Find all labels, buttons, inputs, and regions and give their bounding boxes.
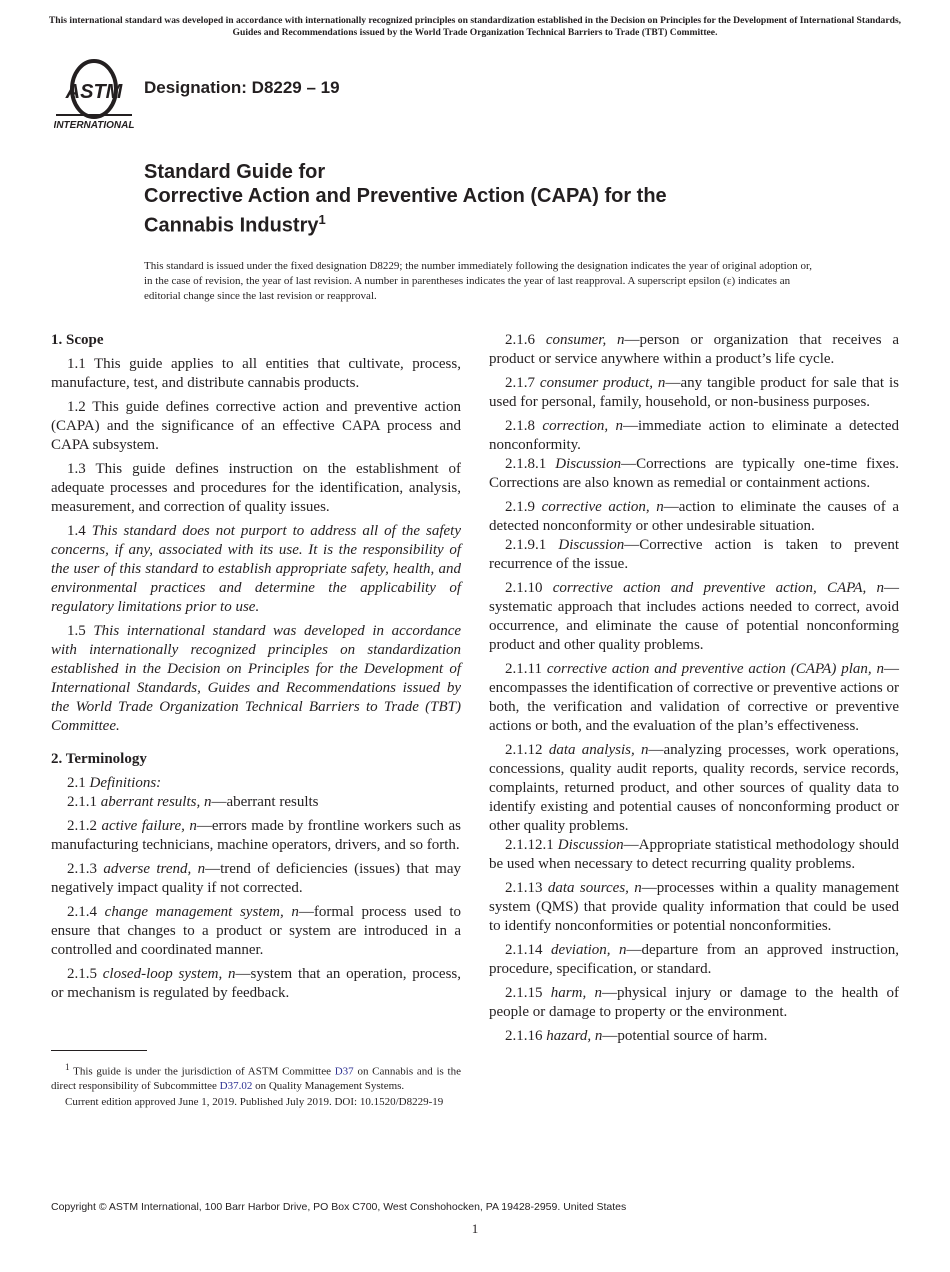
term-2-1-1	[51, 793, 461, 812]
term-name: aberrant results, n	[100, 794, 212, 810]
para-1-5	[51, 622, 461, 736]
term-def: —departure from an approved instruction, procedure, specification, or standard.	[489, 942, 900, 977]
footnote-text: on Cannabis and is the direct responsibility of Subcommittee	[51, 1065, 461, 1093]
footnote-edition: Current edition approved June 1, 2019. Published July 2019. DOI: 10.1520/D8229-19	[65, 1095, 444, 1108]
para-1-4-text: This standard does not purport to address all of the safety concerns, if any, associated with its use. It is the responsibility of the user of this standard to establish appropriate safety, health, and environmental practices and determine the applicability of regulatory limitations prior to use.	[51, 523, 462, 615]
term-2-1-2	[51, 817, 461, 855]
term-num: 2.1.8	[505, 418, 535, 434]
term-2-1-14	[489, 941, 899, 979]
term-def: —action to eliminate the causes of a detected nonconformity or other undesirable situation.	[489, 499, 900, 534]
term-num: 2.1.9.1	[505, 537, 547, 553]
term-2-1-16	[489, 1027, 899, 1046]
para-num: 2.1	[67, 775, 86, 791]
para-1-4	[51, 522, 461, 617]
term-name: correction, n	[542, 418, 623, 434]
term-name: deviation, n	[550, 942, 627, 958]
term-2-1-9-1	[489, 536, 899, 574]
footnote-text: on Quality Management Systems.	[255, 1080, 405, 1093]
title-line-1: Standard Guide for	[144, 161, 326, 183]
left-column	[51, 331, 461, 1008]
page-number: 1	[471, 1221, 479, 1236]
term-name: change management system, n	[104, 904, 299, 920]
header-notice: This international standard was developed in accordance with internationally recognized principles on standardization established in the Decision on Principles for the Development of International Standards, Guides and Recommendations issued by the World Trade Organization Technical Barriers to Trade (TBT) Committee.	[48, 15, 902, 38]
term-2-1-3	[51, 860, 461, 898]
term-num: 2.1.9	[505, 499, 535, 515]
issued-note: This standard is issued under the fixed designation D8229; the number immediately following the designation indicates the year of original adoption or, in the case of revision, the year of last revision. A number in parentheses indicates the year of last reapproval. A superscript epsilon (ε) indicates an editorial change since the last revision or reapproval.	[144, 260, 812, 302]
term-2-1-5	[51, 965, 461, 1003]
term-def: —systematic approach that includes actions needed to correct, avoid occurrence, and eliminate the cause of potential nonconforming product and other quality problems.	[489, 580, 899, 653]
term-name: consumer, n	[545, 332, 625, 348]
term-2-1-6	[489, 331, 899, 369]
term-2-1-8	[489, 417, 899, 455]
footnote	[51, 1060, 461, 1110]
term-def: —Corrections are typically one-time fixes. Corrections are also known as remedial or containment actions.	[489, 456, 900, 491]
term-num: 2.1.8.1	[505, 456, 547, 472]
term-name: corrective action and preventive action (CAPA) plan, n	[546, 661, 884, 677]
term-num: 2.1.12.1	[505, 837, 554, 853]
title-line-3-text: Cannabis Industry	[144, 214, 319, 237]
committee-link[interactable]: D37	[334, 1065, 354, 1078]
term-name: harm, n	[550, 985, 602, 1001]
term-def: —Appropriate statistical methodology should be used when necessary to detect recurring quality problems.	[489, 837, 899, 872]
term-name: active failure, n	[101, 818, 197, 834]
term-def: —formal process used to ensure that changes to a product or system are introduced in a controlled and coordinated manner.	[51, 904, 461, 958]
term-2-1-15	[489, 984, 899, 1022]
term-name: hazard, n	[546, 1028, 603, 1044]
term-def: —aberrant results	[211, 794, 319, 810]
term-2-1-8-1	[489, 455, 899, 493]
terminology-heading: 2. Terminology	[51, 751, 147, 767]
term-num: 2.1.14	[505, 942, 543, 958]
term-2-1-11	[489, 660, 899, 736]
scope-heading: 1. Scope	[51, 332, 104, 348]
term-def: —errors made by frontline workers such as manufacturing technicians, machine operators, drivers, and so forth.	[51, 818, 461, 853]
term-num: 2.1.15	[505, 985, 543, 1001]
definitions-label: Definitions:	[89, 775, 162, 791]
para-1-3: 1.3 This guide defines instruction on the establishment of adequate processes and procedures for the identification, analysis, measurement, and correction of quality issues.	[51, 461, 461, 515]
term-num: 2.1.13	[505, 880, 543, 896]
term-def: —physical injury or damage to the health of people or damage to property or the environment.	[489, 985, 900, 1020]
term-num: 2.1.10	[505, 580, 543, 596]
term-def: —potential source of harm.	[602, 1028, 768, 1044]
logo-letters: ASTM	[65, 81, 123, 103]
term-name: Discussion	[555, 456, 622, 472]
term-num: 2.1.1	[67, 794, 97, 810]
document-title	[144, 160, 864, 238]
term-num: 2.1.16	[505, 1028, 543, 1044]
footnote-mark: 1	[65, 1062, 70, 1072]
term-def: —analyzing processes, work operations, concessions, quality audit reports, quality records, service records, complaints, returned product, and other sources of quality data to identify existing and potential causes of nonconforming product or other quality problems.	[489, 742, 899, 834]
right-column	[489, 331, 899, 1051]
astm-logo-icon	[54, 57, 134, 133]
footnote-divider	[51, 1050, 147, 1051]
title-line-3	[144, 208, 864, 238]
term-name: Discussion	[557, 837, 624, 853]
term-name: data analysis, n	[548, 742, 649, 758]
logo-caption: INTERNATIONAL	[54, 120, 134, 131]
term-def: —processes within a quality management system (QMS) that provide quality information that could be used to identify nonconformities or potential nonconformities.	[489, 880, 899, 934]
para-num: 1.5	[67, 623, 86, 639]
term-num: 2.1.3	[67, 861, 97, 877]
para-1-5-text: This international standard was developed in accordance with internationally recognized principles on standardization established in the Decision on Principles for the Development of International Standards, Guides and Recommendations issued by the World Trade Organization Technical Barriers to Trade (TBT) Committee.	[51, 623, 462, 734]
term-def: —system that an operation, process, or mechanism is regulated by feedback.	[51, 966, 462, 1001]
term-def: —any tangible product for sale that is used for personal, family, household, or non-business purposes.	[489, 375, 900, 410]
term-def: —Corrective action is taken to prevent recurrence of the issue.	[489, 537, 899, 572]
para-1-1: 1.1 This guide applies to all entities that cultivate, process, manufacture, test, and distribute cannabis products.	[51, 356, 461, 391]
term-name: adverse trend, n	[103, 861, 206, 877]
designation: Designation: D8229 – 19	[144, 78, 340, 97]
term-num: 2.1.4	[67, 904, 97, 920]
term-2-1-12	[489, 741, 899, 836]
term-name: corrective action and preventive action, CAPA, n	[552, 580, 884, 596]
subcommittee-link[interactable]: D37.02	[219, 1080, 253, 1093]
term-name: corrective action, n	[541, 499, 664, 515]
term-num: 2.1.2	[67, 818, 97, 834]
term-2-1-10	[489, 579, 899, 655]
term-2-1-13	[489, 879, 899, 936]
title-footnote-mark: 1	[318, 212, 326, 227]
title-line-2: Corrective Action and Preventive Action (CAPA) for the	[144, 185, 667, 207]
term-num: 2.1.5	[67, 966, 97, 982]
term-2-1-7	[489, 374, 899, 412]
term-def: —trend of deficiencies (issues) that may negatively impact quality if not corrected.	[51, 861, 462, 896]
term-name: Discussion	[558, 537, 625, 553]
term-num: 2.1.7	[505, 375, 535, 391]
para-2-1	[51, 774, 461, 793]
term-def: —encompasses the identification of corrective or preventive actions or both, the verification and validation of corrective or preventive actions or both, and the evaluation of the plan’s effectiveness.	[489, 661, 899, 734]
term-name: closed-loop system, n	[102, 966, 236, 982]
term-def: —immediate action to eliminate a detected nonconformity.	[489, 418, 900, 453]
para-num: 1.4	[67, 523, 86, 539]
term-num: 2.1.12	[505, 742, 543, 758]
term-2-1-4	[51, 903, 461, 960]
term-name: consumer product, n	[539, 375, 666, 391]
para-1-2: 1.2 This guide defines corrective action and preventive action (CAPA) and the significance of an effective CAPA process and CAPA subsystem.	[51, 399, 461, 453]
term-2-1-12-1	[489, 836, 899, 874]
term-name: data sources, n	[547, 880, 642, 896]
term-num: 2.1.6	[505, 332, 535, 348]
term-2-1-9	[489, 498, 899, 536]
copyright: Copyright © ASTM International, 100 Barr Harbor Drive, PO Box C700, West Conshohocken, PA 19428-2959. United States	[51, 1201, 627, 1213]
footnote-text: This guide is under the jurisdiction of ASTM Committee	[73, 1065, 331, 1078]
term-num: 2.1.11	[505, 661, 542, 677]
term-def: —person or organization that receives a product or service anywhere within a product’s life cycle.	[489, 332, 900, 367]
footnote-1	[51, 1060, 461, 1094]
